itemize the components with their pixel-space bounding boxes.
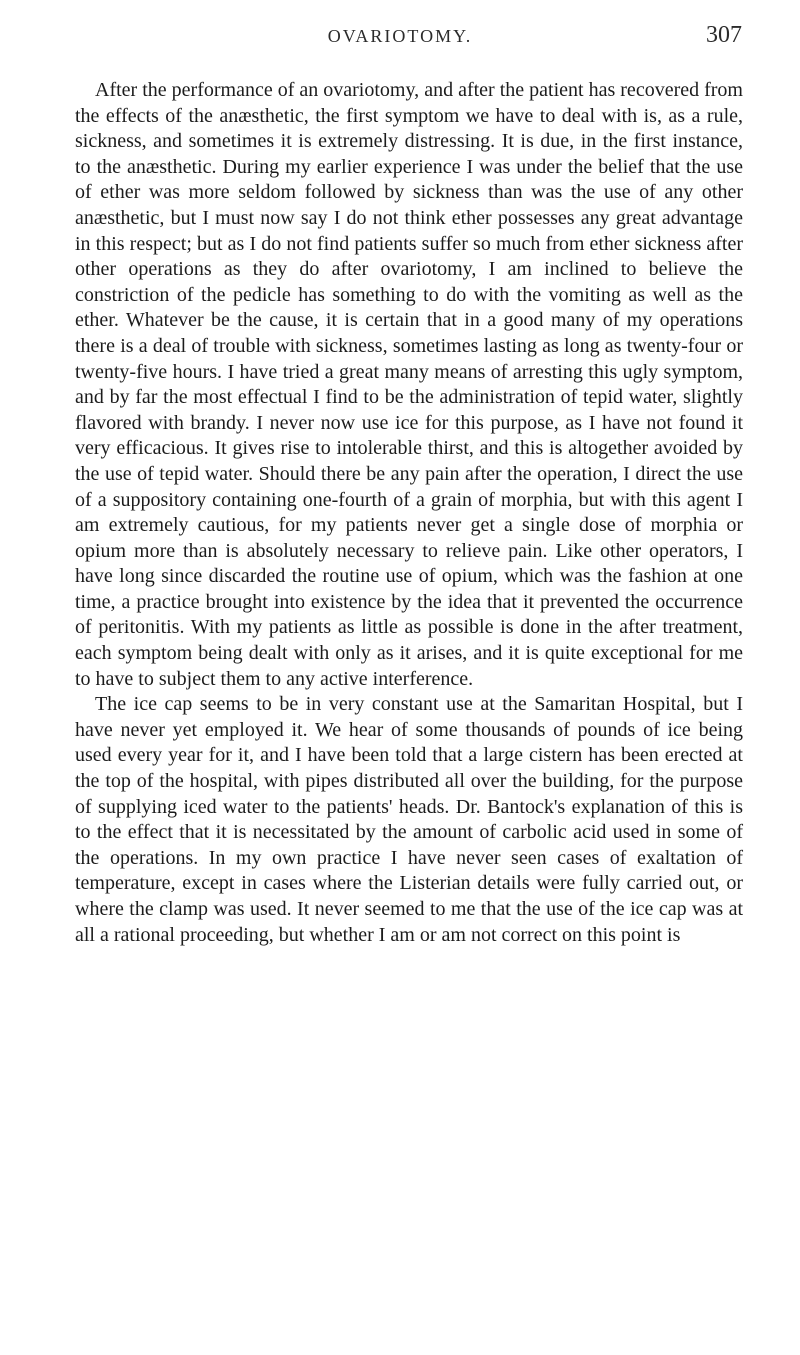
paragraph: After the performance of an ovariotomy, and after the patient has recovered from the effects of the anæsthetic, the first symptom we have to deal with is, as a rule, sickness, and sometimes it is extremely distressing. It is due, in the first instance, to the anæsthetic. During my earlier experience I was under the belief that the use of ether was more seldom followed by sickness than was the use of any other anæsthetic, but I must now say I do not think ether possesses any great advantage in this respect; but as I do not find patients suffer so much from ether sickness after other operations as they do after ovariotomy, I am inclined to believe the constriction of the pedicle has something to do with the vomiting as well as the ether. Whatever be the cause, it is certain that in a good many of my operations there is a deal of trouble with sickness, sometimes lasting as long as twenty-four or twenty-five hours. I have tried a great many means of arresting this ugly symptom, and by far the most effectual I find to be the administration of tepid water, slightly flavored with brandy. I never now use ice for this purpose, as I have not found it very efficacious. It gives rise to intolerable thirst, and this is altogether avoided by the use of tepid water. Should there be any pain after the operation, I direct the use of a suppository containing one-fourth of a grain of morphia, but with this agent I am extremely cautious, for my patients never get a single dose of morphia or opium more than is absolutely necessary to relieve pain. Like other operators, I have long since discarded the routine use of opium, which was the fashion at one time, a practice brought into existence by the idea that it prevented the occurrence of peritonitis. With my patients as little as possible is done in the after treatment, each symptom being dealt with only as it arises, and it is quite exceptional for me to have to subject them to any active interference. — [75, 79, 743, 690]
running-title: OVARIOTOMY. — [327, 26, 473, 46]
body-text — [75, 78, 743, 948]
page-number: 307 — [706, 22, 742, 48]
running-head — [0, 22, 800, 62]
paragraph: The ice cap seems to be in very constant use at the Samaritan Hospital, but I have never yet employed it. We hear of some thousands of pounds of ice being used every year for it, and I have been told that a large cistern has been erected at the top of the hospital, with pipes distributed all over the building, for the purpose of supplying iced water to the patients' heads. Dr. Bantock's explanation of this is to the effect that it is necessitated by the amount of carbolic acid used in some of the operations. In my own practice I have never seen cases of exaltation of temperature, except in cases where the Listerian details were fully carried out, or where the clamp was used. It never seemed to me that the use of the ice cap was at all a rational proceeding, but whether I am or am not correct on this point is — [75, 693, 743, 946]
